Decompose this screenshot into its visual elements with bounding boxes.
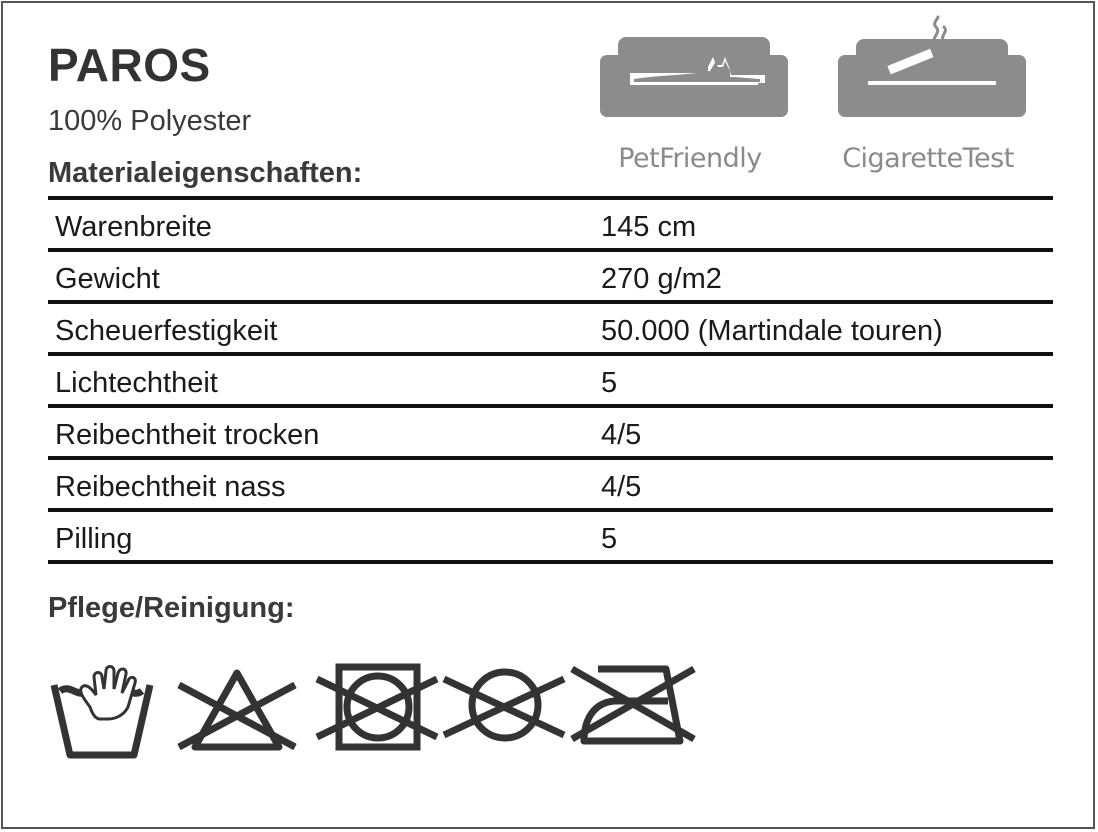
table-row [48, 304, 1053, 356]
hand-wash-icon [50, 655, 160, 765]
sofa-with-cat-icon [590, 15, 790, 135]
product-name: PAROS [48, 39, 211, 91]
table-row [48, 200, 1053, 252]
product-material: 100% Polyester [48, 105, 252, 137]
do-not-dry-clean-icon [442, 655, 567, 755]
property-value: 4/5 [601, 471, 642, 503]
property-name: Gewicht [55, 263, 160, 295]
property-value: 5 [601, 523, 618, 555]
table-row [48, 252, 1053, 304]
cigarette-test-label: CigaretteTest [842, 143, 1014, 174]
property-value: 5 [601, 367, 618, 399]
properties-table [48, 196, 1053, 564]
pet-friendly-badge [590, 15, 790, 185]
table-row [48, 408, 1053, 460]
property-value: 145 cm [601, 211, 697, 243]
do-not-bleach-icon [175, 655, 300, 755]
table-row [48, 512, 1053, 564]
property-value: 50.000 (Martindale touren) [601, 315, 943, 347]
properties-heading: Materialeigenschaften: [48, 157, 363, 189]
property-name: Pilling [55, 523, 133, 555]
do-not-tumble-dry-icon [315, 655, 440, 755]
table-row [48, 460, 1053, 512]
care-heading: Pflege/Reinigung: [48, 592, 295, 624]
property-name: Scheuerfestigkeit [55, 315, 278, 347]
table-row [48, 356, 1053, 408]
sofa-with-cigarette-icon [828, 15, 1028, 135]
pet-friendly-label: PetFriendly [618, 143, 762, 174]
property-name: Warenbreite [55, 211, 212, 243]
property-name: Reibechtheit trocken [55, 419, 320, 451]
property-value: 270 g/m2 [601, 263, 722, 295]
do-not-iron-icon [570, 655, 700, 755]
cigarette-test-badge [828, 15, 1028, 185]
property-name: Reibechtheit nass [55, 471, 286, 503]
property-value: 4/5 [601, 419, 642, 451]
property-name: Lichtechtheit [55, 367, 218, 399]
